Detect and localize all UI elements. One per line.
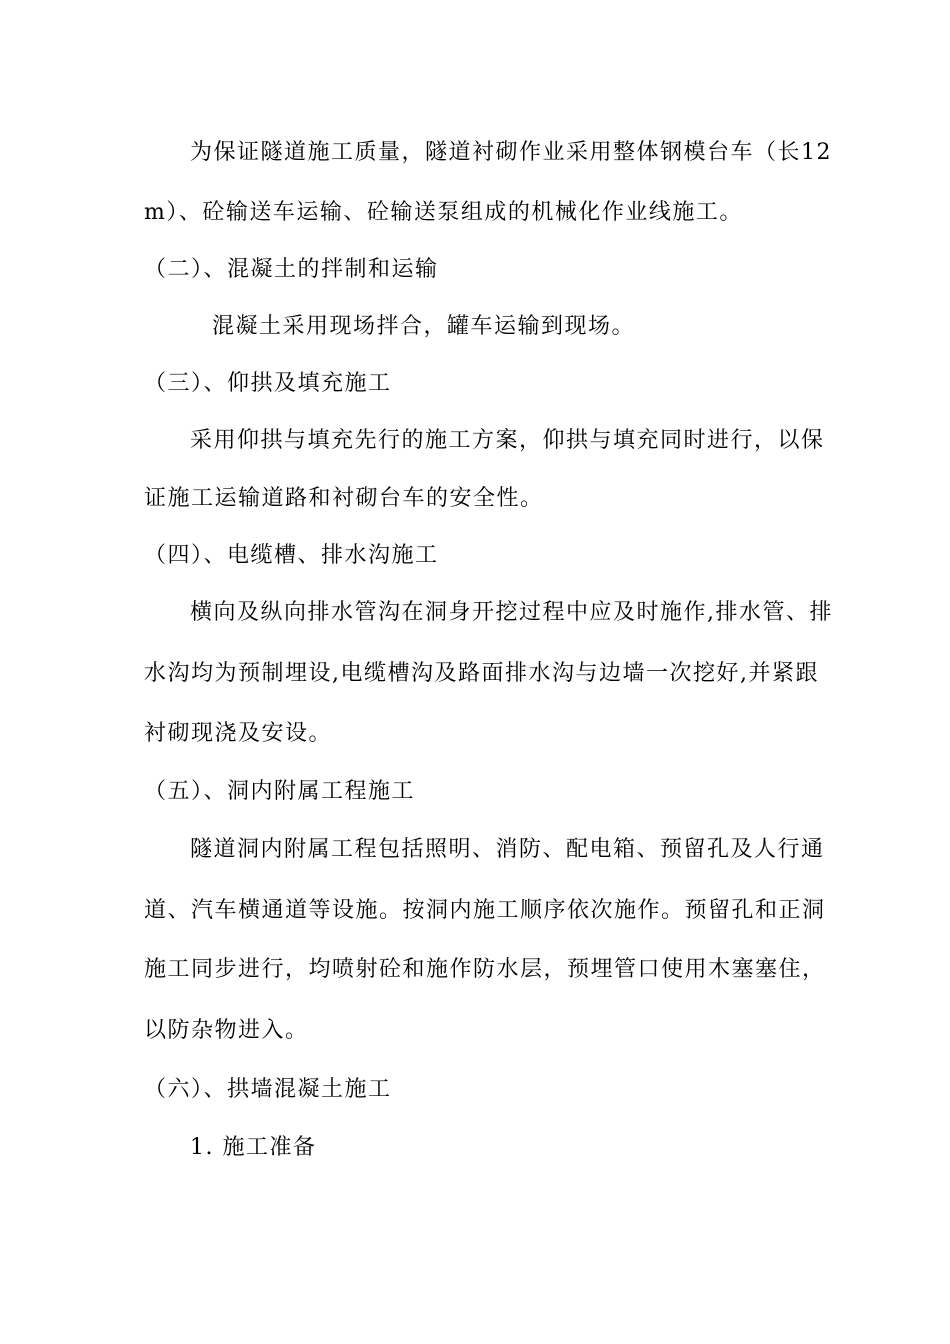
list-item-heading: 1. 施工准备 (190, 1135, 317, 1160)
paragraph-line: 以防杂物进入。 (144, 1018, 309, 1043)
paragraph-line: 为保证隧道施工质量，隧道衬砌作业采用整体钢模台车（长12 (190, 140, 832, 165)
paragraph-line: 水沟均为预制埋设,电缆槽沟及路面排水沟与边墙一次挖好,并紧跟 (144, 661, 819, 686)
section-heading: （二）、混凝土的拌制和运输 (144, 257, 439, 282)
paragraph-line: 横向及纵向排水管沟在洞身开挖过程中应及时施作,排水管、排 (190, 600, 833, 625)
paragraph-line: 混凝土采用现场拌合，罐车运输到现场。 (212, 314, 636, 339)
paragraph-line: 隧道洞内附属工程包括照明、消防、配电箱、预留孔及人行通 (190, 837, 825, 862)
paragraph-line: 衬砌现浇及安设。 (144, 721, 333, 746)
paragraph-line: 采用仰拱与填充先行的施工方案，仰拱与填充同时进行，以保 (190, 428, 825, 453)
section-heading: （四）、电缆槽、排水沟施工 (144, 543, 439, 568)
paragraph-line: 道、汽车横通道等设施。按洞内施工顺序依次施作。预留孔和正洞 (144, 898, 826, 923)
paragraph-line: m）、砼输送车运输、砼输送泵组成的机械化作业线施工。 (144, 200, 743, 225)
paragraph-line: 施工同步进行，均喷射砼和施作防水层，预埋管口使用木塞塞住， (144, 957, 826, 982)
section-heading: （六）、拱墙混凝土施工 (144, 1077, 392, 1102)
paragraph-line: 证施工运输道路和衬砌台车的安全性。 (144, 486, 544, 511)
section-heading: （五）、洞内附属工程施工 (144, 779, 416, 804)
section-heading: （三）、仰拱及填充施工 (144, 371, 392, 396)
